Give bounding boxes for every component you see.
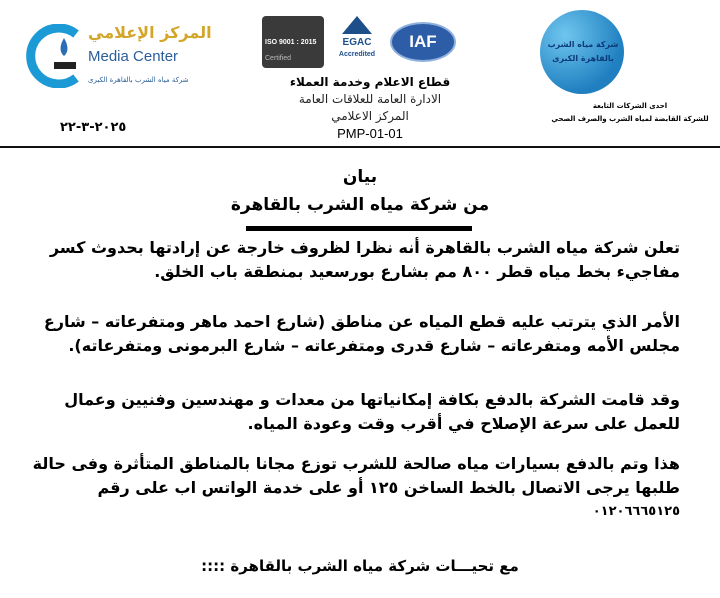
document-code: PMP-01-01 (337, 126, 403, 141)
document-date: ٢٠٢٥-٣-٢٢ (60, 120, 127, 135)
media-logo-arabic: المركز الإعلامي (88, 23, 212, 42)
center-name: المركز الاعلامي (331, 109, 409, 123)
paragraph-line: تعلن شركة مياه الشرب بالقاهرة أنه نظرا لظروف خارجة عن إرادتها بحدوث كسر (49, 238, 680, 257)
header-divider (0, 146, 720, 148)
paragraph (20, 236, 680, 284)
department-name: الادارة العامة للعلاقات العامة (298, 92, 442, 106)
affiliation (540, 100, 720, 126)
paragraph-line: وقد قامت الشركة بالدفع بكافة إمكانياتها من معدات و مهندسين وفنيين وعمال (64, 390, 680, 409)
media-center-emblem-icon (24, 24, 84, 88)
document-title: بيان (342, 167, 378, 187)
paragraph-line: هذا وتم بالدفع بسيارات مياه صالحة للشرب توزع مجانا بالمناطق المتأثرة وفى حالة (32, 454, 680, 473)
paragraph-line: طلبها يرجى الاتصال بالخط الساخن ١٢٥ أو على خدمة الواتس اب على رقم (97, 478, 680, 497)
sector-name: قطاع الاعلام وخدمة العملاء (289, 75, 451, 89)
certification-badges (262, 14, 458, 70)
media-center-logo (24, 22, 214, 94)
paragraph (20, 452, 680, 524)
affiliation-line: للشركة القابضة لمياه الشرب والصرف الصحي (551, 115, 709, 123)
paragraph-line: مفاجيء بخط مياه قطر ٨٠٠ مم بشارع بورسعيد بمنطقة باب الخلق. (154, 262, 680, 281)
document-subtitle: من شركة مياه الشرب بالقاهرة (230, 195, 490, 215)
paragraph-line: للعمل على سرعة الإصلاح في أقرب وقت وعودة المياه. (247, 414, 680, 433)
iso-badge (262, 16, 324, 68)
phone-number: ٠١٢٠٦٦٦٥١٢٥ (592, 504, 680, 519)
paragraph (20, 388, 680, 436)
iso-sub: Certified (265, 55, 292, 62)
company-logo-name: شركة مياه الشرب بالقاهرة الكبرى (547, 40, 619, 63)
egac-sub: Accredited (338, 51, 376, 58)
title-underline (246, 226, 472, 231)
egac-label: EGAC (342, 37, 372, 48)
egac-badge (330, 14, 384, 70)
company-logo (540, 10, 640, 94)
closing-line: مع تحيـــات شركة مياه الشرب بالقاهرة :::: (201, 557, 519, 575)
paragraph (20, 310, 680, 358)
paragraph-line: الأمر الذي يترتب عليه قطع المياه عن مناطق (شارع احمد ماهر ومتفرعاته – شارع (43, 312, 680, 331)
issuer-block (240, 74, 500, 142)
iso-label: ISO 9001 : 2015 (265, 39, 317, 46)
media-logo-english: Media Center (88, 48, 179, 65)
mountain-icon (342, 14, 372, 34)
iaf-badge: IAF (390, 22, 456, 62)
paragraph-line: مجلس الأمه ومتفرعاته – شارع قدرى ومتفرعاته – شارع البرمونى ومتفرعاته). (68, 336, 680, 355)
affiliation-line: احدى الشركات التابعة (592, 102, 668, 110)
media-logo-subtitle: شركة مياه الشرب بالقاهرة الكبرى (88, 76, 189, 84)
